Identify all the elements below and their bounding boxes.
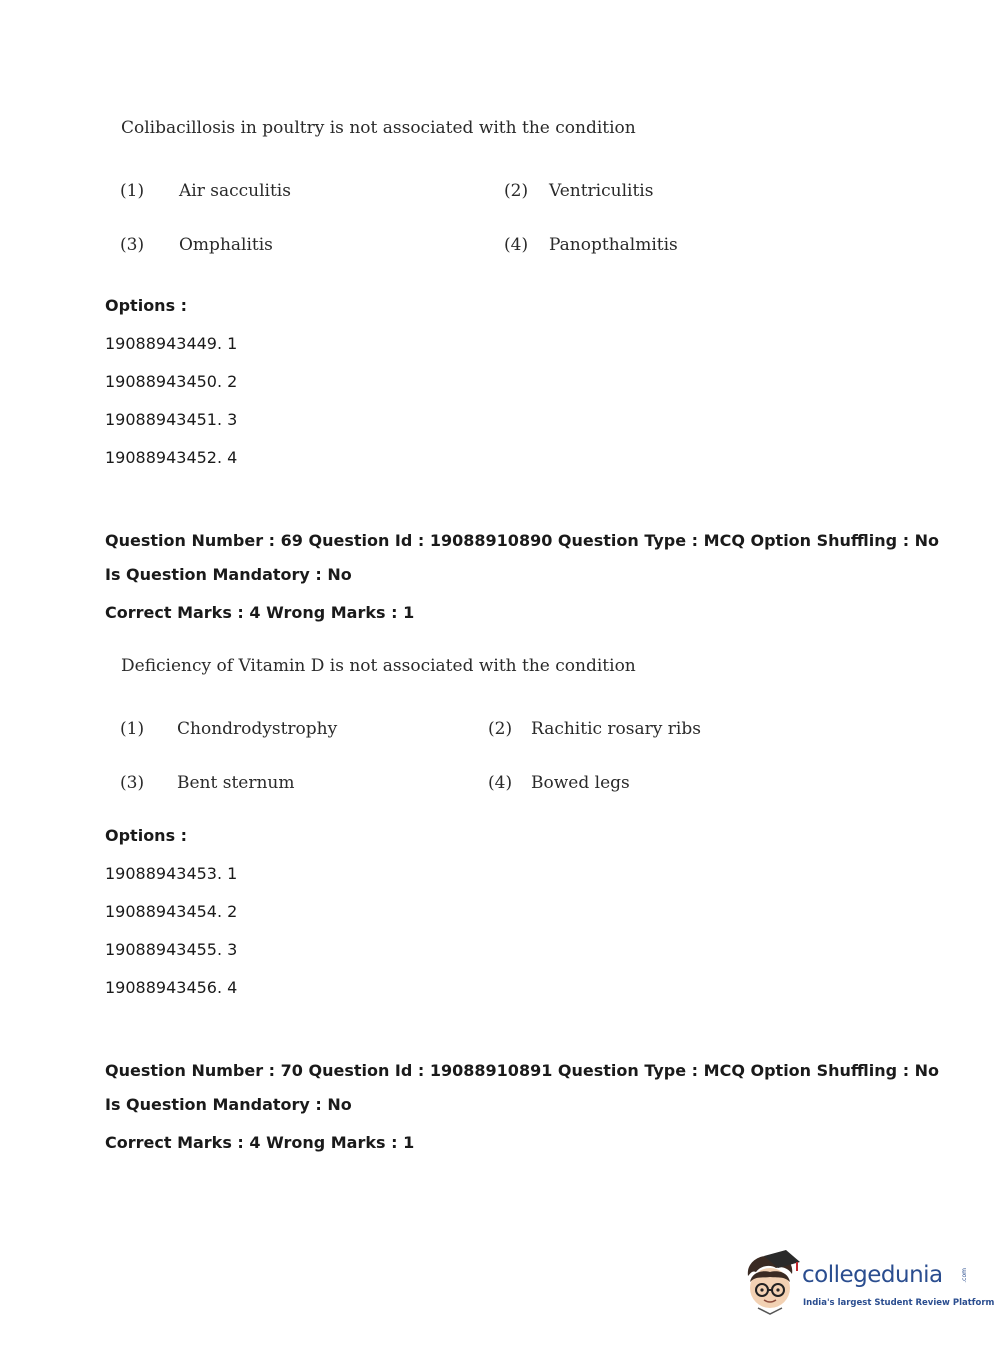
- options-label: Options :: [105, 296, 188, 315]
- logo-tagline: India's largest Student Review Platform: [803, 1298, 995, 1308]
- mandatory-line: Is Question Mandatory : No: [105, 565, 352, 584]
- choice-number: (2): [504, 181, 529, 201]
- option-item: 19088943449. 1: [105, 334, 238, 353]
- collegedunia-logo: [742, 1250, 995, 1320]
- option-item: 19088943454. 2: [105, 902, 238, 921]
- choice-text: Panopthalmitis: [549, 235, 678, 255]
- question-text: Colibacillosis in poultry is not associated with the condition: [121, 118, 636, 138]
- option-item: 19088943452. 4: [105, 448, 238, 467]
- choice-text: Rachitic rosary ribs: [531, 719, 701, 739]
- mascot-icon: [742, 1250, 802, 1318]
- question-header: Question Number : 70 Question Id : 19088910891 Question Type : MCQ Option Shuffling : No: [105, 1061, 940, 1080]
- choice-text: Air sacculitis: [179, 181, 291, 201]
- marks-line: Correct Marks : 4 Wrong Marks : 1: [105, 603, 415, 622]
- option-item: 19088943456. 4: [105, 978, 238, 997]
- options-label: Options :: [105, 826, 188, 845]
- choice-text: Bowed legs: [531, 773, 630, 793]
- choice-text: Bent sternum: [177, 773, 295, 793]
- choice-number: (2): [488, 719, 513, 739]
- choice-number: (3): [120, 773, 145, 793]
- option-item: 19088943451. 3: [105, 410, 238, 429]
- choice-number: (4): [504, 235, 529, 255]
- choice-number: (4): [488, 773, 513, 793]
- option-item: 19088943450. 2: [105, 372, 238, 391]
- choice-number: (3): [120, 235, 145, 255]
- question-header: Question Number : 69 Question Id : 19088910890 Question Type : MCQ Option Shuffling : No: [105, 531, 940, 550]
- choice-text: Omphalitis: [179, 235, 273, 255]
- choice-number: (1): [120, 181, 145, 201]
- logo-suffix: .com: [961, 1268, 968, 1283]
- choice-text: Ventriculitis: [549, 181, 654, 201]
- choice-number: (1): [120, 719, 145, 739]
- choice-text: Chondrodystrophy: [177, 719, 338, 739]
- logo-name: collegedunia: [802, 1262, 943, 1288]
- question-text: Deficiency of Vitamin D is not associated with the condition: [121, 656, 636, 676]
- marks-line: Correct Marks : 4 Wrong Marks : 1: [105, 1133, 415, 1152]
- option-item: 19088943453. 1: [105, 864, 238, 883]
- option-item: 19088943455. 3: [105, 940, 238, 959]
- mandatory-line: Is Question Mandatory : No: [105, 1095, 352, 1114]
